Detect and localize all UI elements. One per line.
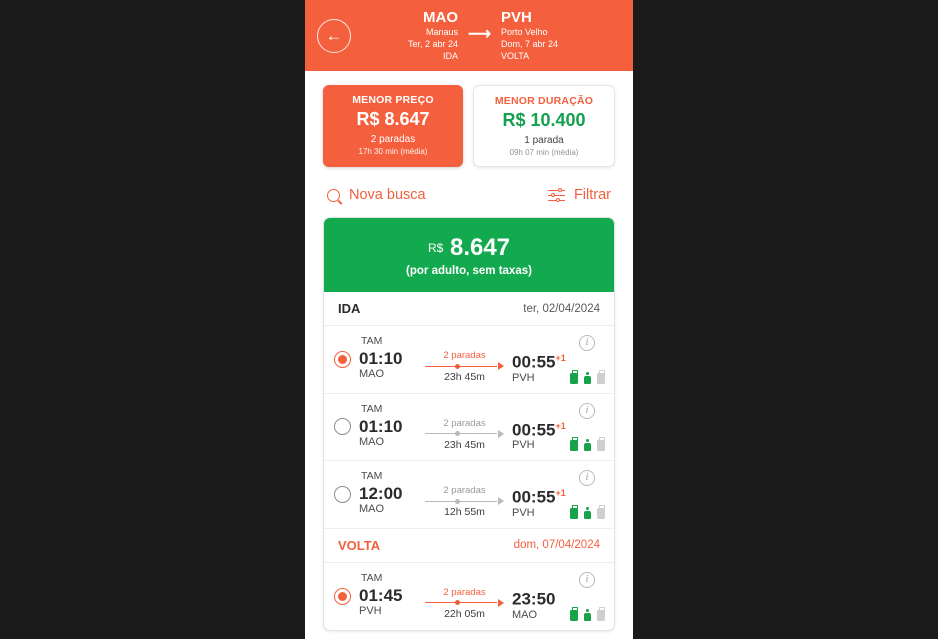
route-summary[interactable] <box>345 10 621 62</box>
section-label-ida: IDA <box>338 301 361 316</box>
destination-block <box>501 10 558 62</box>
destination-direction: VOLTA <box>500 50 530 61</box>
new-search-label: Nova busca <box>349 187 426 203</box>
flight-option[interactable] <box>324 461 614 529</box>
duration-label: 23h 45m <box>444 438 485 451</box>
baggage-icons <box>570 507 605 519</box>
currency-symbol: R$ <box>427 241 444 255</box>
flight-radio[interactable] <box>334 588 351 605</box>
filter-label: Filtrar <box>573 187 611 203</box>
best-duration-card[interactable] <box>473 85 615 167</box>
arrive-day-offset: +1 <box>555 353 566 363</box>
section-header-ida <box>324 292 614 326</box>
price-note: (por adulto, sem taxas) <box>406 265 532 277</box>
stops-label: 2 paradas <box>443 485 486 497</box>
duration-label: 23h 45m <box>444 371 485 383</box>
carry-on-icon <box>583 439 592 451</box>
depart-airport: MAO <box>359 503 385 516</box>
personal-item-icon <box>570 610 578 621</box>
carry-on-icon <box>583 507 592 519</box>
arrive-day-offset: +1 <box>555 488 566 499</box>
depart-airport: MAO <box>359 368 385 380</box>
carrier-label: TAM <box>361 335 383 347</box>
carrier-label: TAM <box>361 571 383 584</box>
arrive-airport: PVH <box>512 506 535 519</box>
depart-time: 01:10 <box>359 416 403 436</box>
info-icon[interactable]: i <box>579 470 595 486</box>
origin-city: Manaus <box>426 26 459 37</box>
flight-option[interactable] <box>324 394 614 462</box>
depart-airport: MAO <box>359 435 385 448</box>
best-price-value: R$ 8.647 <box>356 109 430 129</box>
flight-radio[interactable] <box>334 486 351 503</box>
baggage-icons <box>570 439 605 451</box>
flight-radio[interactable] <box>334 351 351 368</box>
filter-icon <box>548 189 565 202</box>
origin-block <box>408 10 458 62</box>
carrier-label: TAM <box>361 470 383 483</box>
phone-screen <box>305 0 633 639</box>
destination-city: Porto Velho <box>500 26 548 37</box>
total-price <box>324 235 614 261</box>
destination-code: PVH <box>500 8 532 26</box>
destination-date: Dom, 7 abr 24 <box>500 38 558 49</box>
best-price-stops: 2 paradas <box>370 134 416 145</box>
section-label-volta: VOLTA <box>338 537 381 553</box>
total-price-value: 8.647 <box>449 234 511 261</box>
info-icon[interactable]: i <box>579 335 595 351</box>
search-icon <box>327 189 340 202</box>
personal-item-icon <box>570 508 578 519</box>
depart-time: 01:10 <box>359 349 403 368</box>
checked-bag-icon <box>597 508 605 519</box>
stops-label: 2 paradas <box>443 350 486 361</box>
best-price-card[interactable] <box>323 85 463 167</box>
arrow-right-icon: ⟶ <box>468 25 491 43</box>
best-price-avg: 17h 30 min (média) <box>358 147 428 156</box>
personal-item-icon <box>570 440 578 451</box>
flight-option[interactable] <box>324 326 614 394</box>
carry-on-icon <box>583 609 592 621</box>
baggage-icons <box>570 609 605 621</box>
filter-button[interactable] <box>548 187 611 203</box>
arrive-airport: PVH <box>512 371 535 384</box>
checked-bag-icon <box>597 373 605 384</box>
section-date-ida: ter, 02/04/2024 <box>523 302 600 315</box>
flight-radio[interactable] <box>334 418 351 435</box>
best-duration-stops: 1 parada <box>524 135 564 146</box>
duration-label: 22h 05m <box>444 607 485 620</box>
best-offers <box>305 71 633 167</box>
depart-time: 12:00 <box>359 484 403 504</box>
section-header-volta <box>324 529 614 563</box>
route-line-icon <box>425 362 504 370</box>
arrive-day-offset: +1 <box>555 420 566 431</box>
baggage-icons <box>570 372 605 384</box>
best-duration-title: MENOR DURAÇÃO <box>494 95 594 107</box>
flight-option[interactable] <box>324 563 614 630</box>
checked-bag-icon <box>597 440 605 451</box>
checked-bag-icon <box>597 610 605 621</box>
info-icon[interactable]: i <box>579 403 595 419</box>
origin-date: Ter, 2 abr 24 <box>407 38 459 49</box>
stops-label: 2 paradas <box>443 586 486 598</box>
arrive-time: 00:55 <box>512 352 556 372</box>
action-bar <box>305 167 633 217</box>
info-icon[interactable]: i <box>579 572 595 588</box>
route-line-icon <box>425 599 504 607</box>
section-date-volta: dom, 07/04/2024 <box>513 539 600 552</box>
new-search-button[interactable] <box>327 187 426 203</box>
route-line-icon <box>425 497 504 505</box>
arrow-left-icon: ← <box>325 26 343 45</box>
best-duration-avg: 09h 07 min (média) <box>509 148 579 157</box>
best-price-title: MENOR PREÇO <box>352 94 434 106</box>
best-duration-value: R$ 10.400 <box>502 110 586 130</box>
arrive-time: 00:55 <box>512 487 556 507</box>
arrive-time: 23:50 <box>512 589 556 609</box>
result-card <box>323 217 615 631</box>
app-header <box>305 0 633 71</box>
duration-label: 12h 55m <box>444 506 485 519</box>
arrive-airport: MAO <box>512 608 538 621</box>
origin-code: MAO <box>423 8 459 26</box>
total-price-banner[interactable] <box>324 218 614 292</box>
carrier-label: TAM <box>361 402 383 415</box>
stops-label: 2 paradas <box>443 417 486 429</box>
arrive-time: 00:55 <box>512 420 556 440</box>
route-line-icon <box>425 430 504 438</box>
origin-direction: IDA <box>443 50 459 61</box>
carry-on-icon <box>583 372 592 384</box>
depart-airport: PVH <box>359 604 382 617</box>
arrive-airport: PVH <box>512 439 535 452</box>
personal-item-icon <box>570 373 578 384</box>
depart-time: 01:45 <box>359 585 403 605</box>
